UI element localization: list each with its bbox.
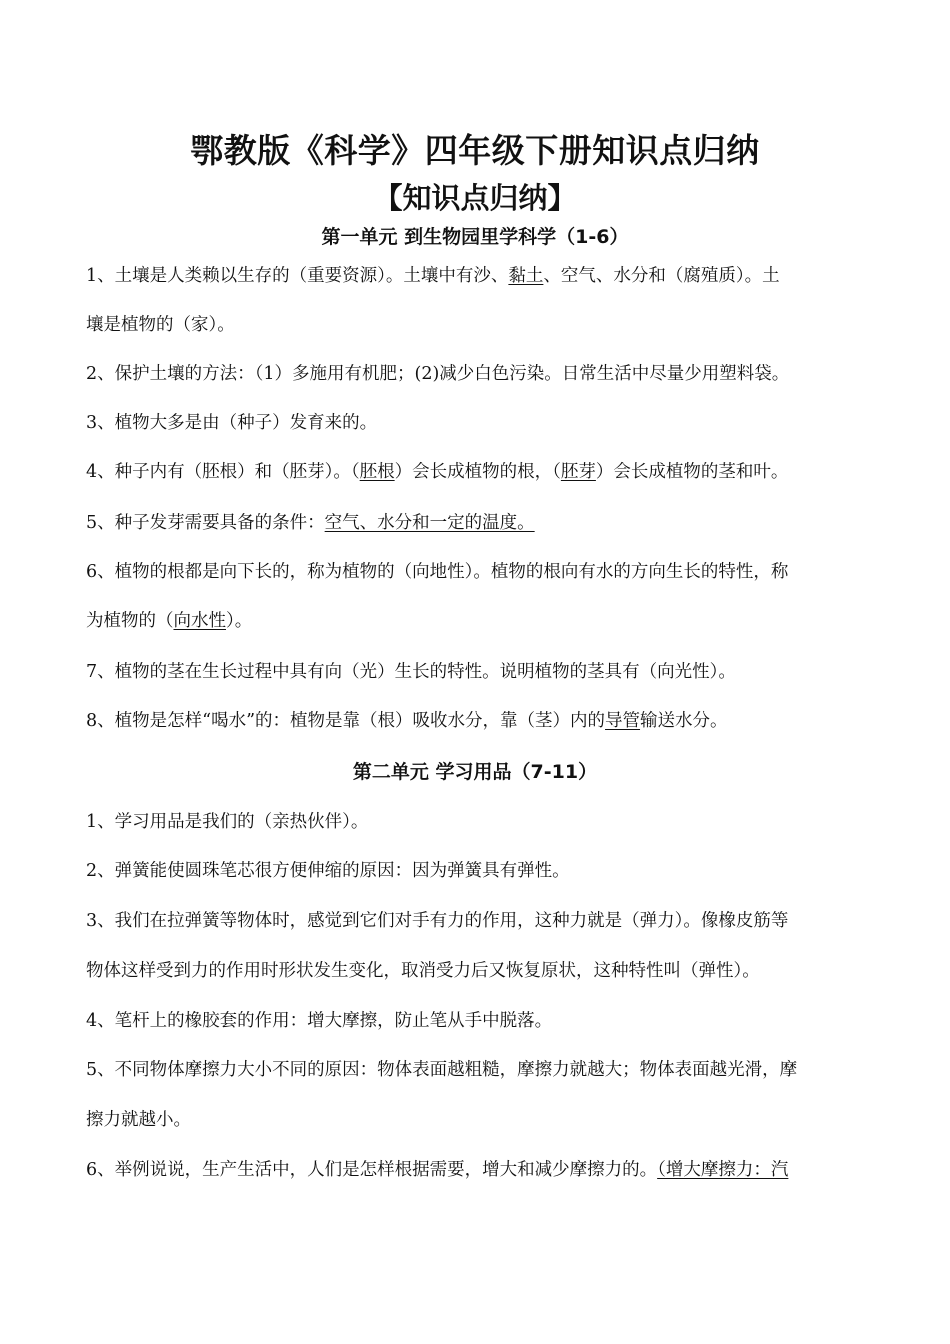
text-segment: ）。 — [226, 611, 253, 631]
text-segment: 1、土壤是人类赖以生存的（重要资源）。土壤中有沙、 — [86, 266, 509, 286]
unit2-paragraph-5b: 擦力就越小。 — [86, 1110, 191, 1130]
unit1-paragraph-2: 2、保护土壤的方法：（1）多施用有机肥；(2)减少白色污染。日常生活中尽量少用塑料袋。 — [86, 364, 790, 384]
underlined-term: 黏土 — [508, 266, 544, 286]
document-subtitle: 【知识点归纳】 — [373, 181, 577, 215]
text-segment: 8、植物是怎样“喝水”的：植物是靠（根）吸收水分，靠（茎）内的 — [86, 711, 606, 731]
unit1-paragraph-1a — [86, 261, 886, 291]
unit1-paragraph-6b — [86, 606, 886, 636]
unit2-paragraph-2: 2、弹簧能使圆珠笔芯很方便伸缩的原因：因为弹簧具有弹性。 — [86, 861, 570, 881]
unit2-heading: 第二单元 学习用品（7-11） — [352, 761, 598, 783]
underlined-term: 胚芽 — [560, 462, 596, 482]
text-segment: 4、种子内有（胚根）和（胚芽）。（ — [86, 462, 360, 482]
underlined-term: 向水性 — [173, 611, 226, 631]
text-segment: ）会长成植物的茎和叶。 — [595, 462, 789, 482]
underlined-term: （增大摩擦力：汽 — [657, 1160, 789, 1180]
text-segment: 、空气、水分和（腐殖质）。土 — [543, 266, 780, 286]
underlined-term: 空气、水分和一定的温度。 — [324, 513, 535, 533]
unit2-paragraph-5a: 5、不同物体摩擦力大小不同的原因：物体表面越粗糙，摩擦力就越大；物体表面越光滑，摩 — [86, 1060, 798, 1080]
text-segment: 5、种子发芽需要具备的条件： — [86, 513, 325, 533]
unit1-paragraph-5 — [86, 508, 886, 538]
unit2-paragraph-6 — [86, 1155, 886, 1185]
unit1-paragraph-6a: 6、植物的根都是向下长的，称为植物的（向地性）。植物的根向有水的方向生长的特性，称 — [86, 562, 789, 582]
text-segment: 6、举例说说，生产生活中，人们是怎样根据需要，增大和减少摩擦力的。 — [86, 1160, 658, 1180]
unit1-heading: 第一单元 到生物园里学科学（1-6） — [321, 226, 629, 248]
unit1-paragraph-7: 7、植物的茎在生长过程中具有向（光）生长的特性。说明植物的茎具有（向光性）。 — [86, 662, 736, 682]
unit1-paragraph-3: 3、植物大多是由（种子）发育来的。 — [86, 413, 378, 433]
unit1-paragraph-8 — [86, 706, 886, 736]
underlined-term: 导管 — [605, 711, 641, 731]
unit2-paragraph-3b: 物体这样受到力的作用时形状发生变化，取消受力后又恢复原状，这种特性叫（弹性）。 — [86, 961, 760, 981]
unit1-paragraph-1b: 壤是植物的（家）。 — [86, 315, 235, 335]
unit2-paragraph-4: 4、笔杆上的橡胶套的作用：增大摩擦，防止笔从手中脱落。 — [86, 1011, 553, 1031]
text-segment: 输送水分。 — [640, 711, 728, 731]
text-segment: ）会长成植物的根，（ — [394, 462, 561, 482]
text-segment: 为植物的（ — [86, 611, 174, 631]
unit2-paragraph-3a: 3、我们在拉弹簧等物体时，感觉到它们对手有力的作用，这种力就是（弹力）。像橡皮筋等 — [86, 911, 789, 931]
underlined-term: 胚根 — [359, 462, 395, 482]
unit1-paragraph-4 — [86, 457, 886, 487]
document-title: 鄂教版《科学》四年级下册知识点归纳 — [190, 131, 760, 170]
unit2-paragraph-1: 1、学习用品是我们的（亲热伙伴）。 — [86, 812, 369, 832]
